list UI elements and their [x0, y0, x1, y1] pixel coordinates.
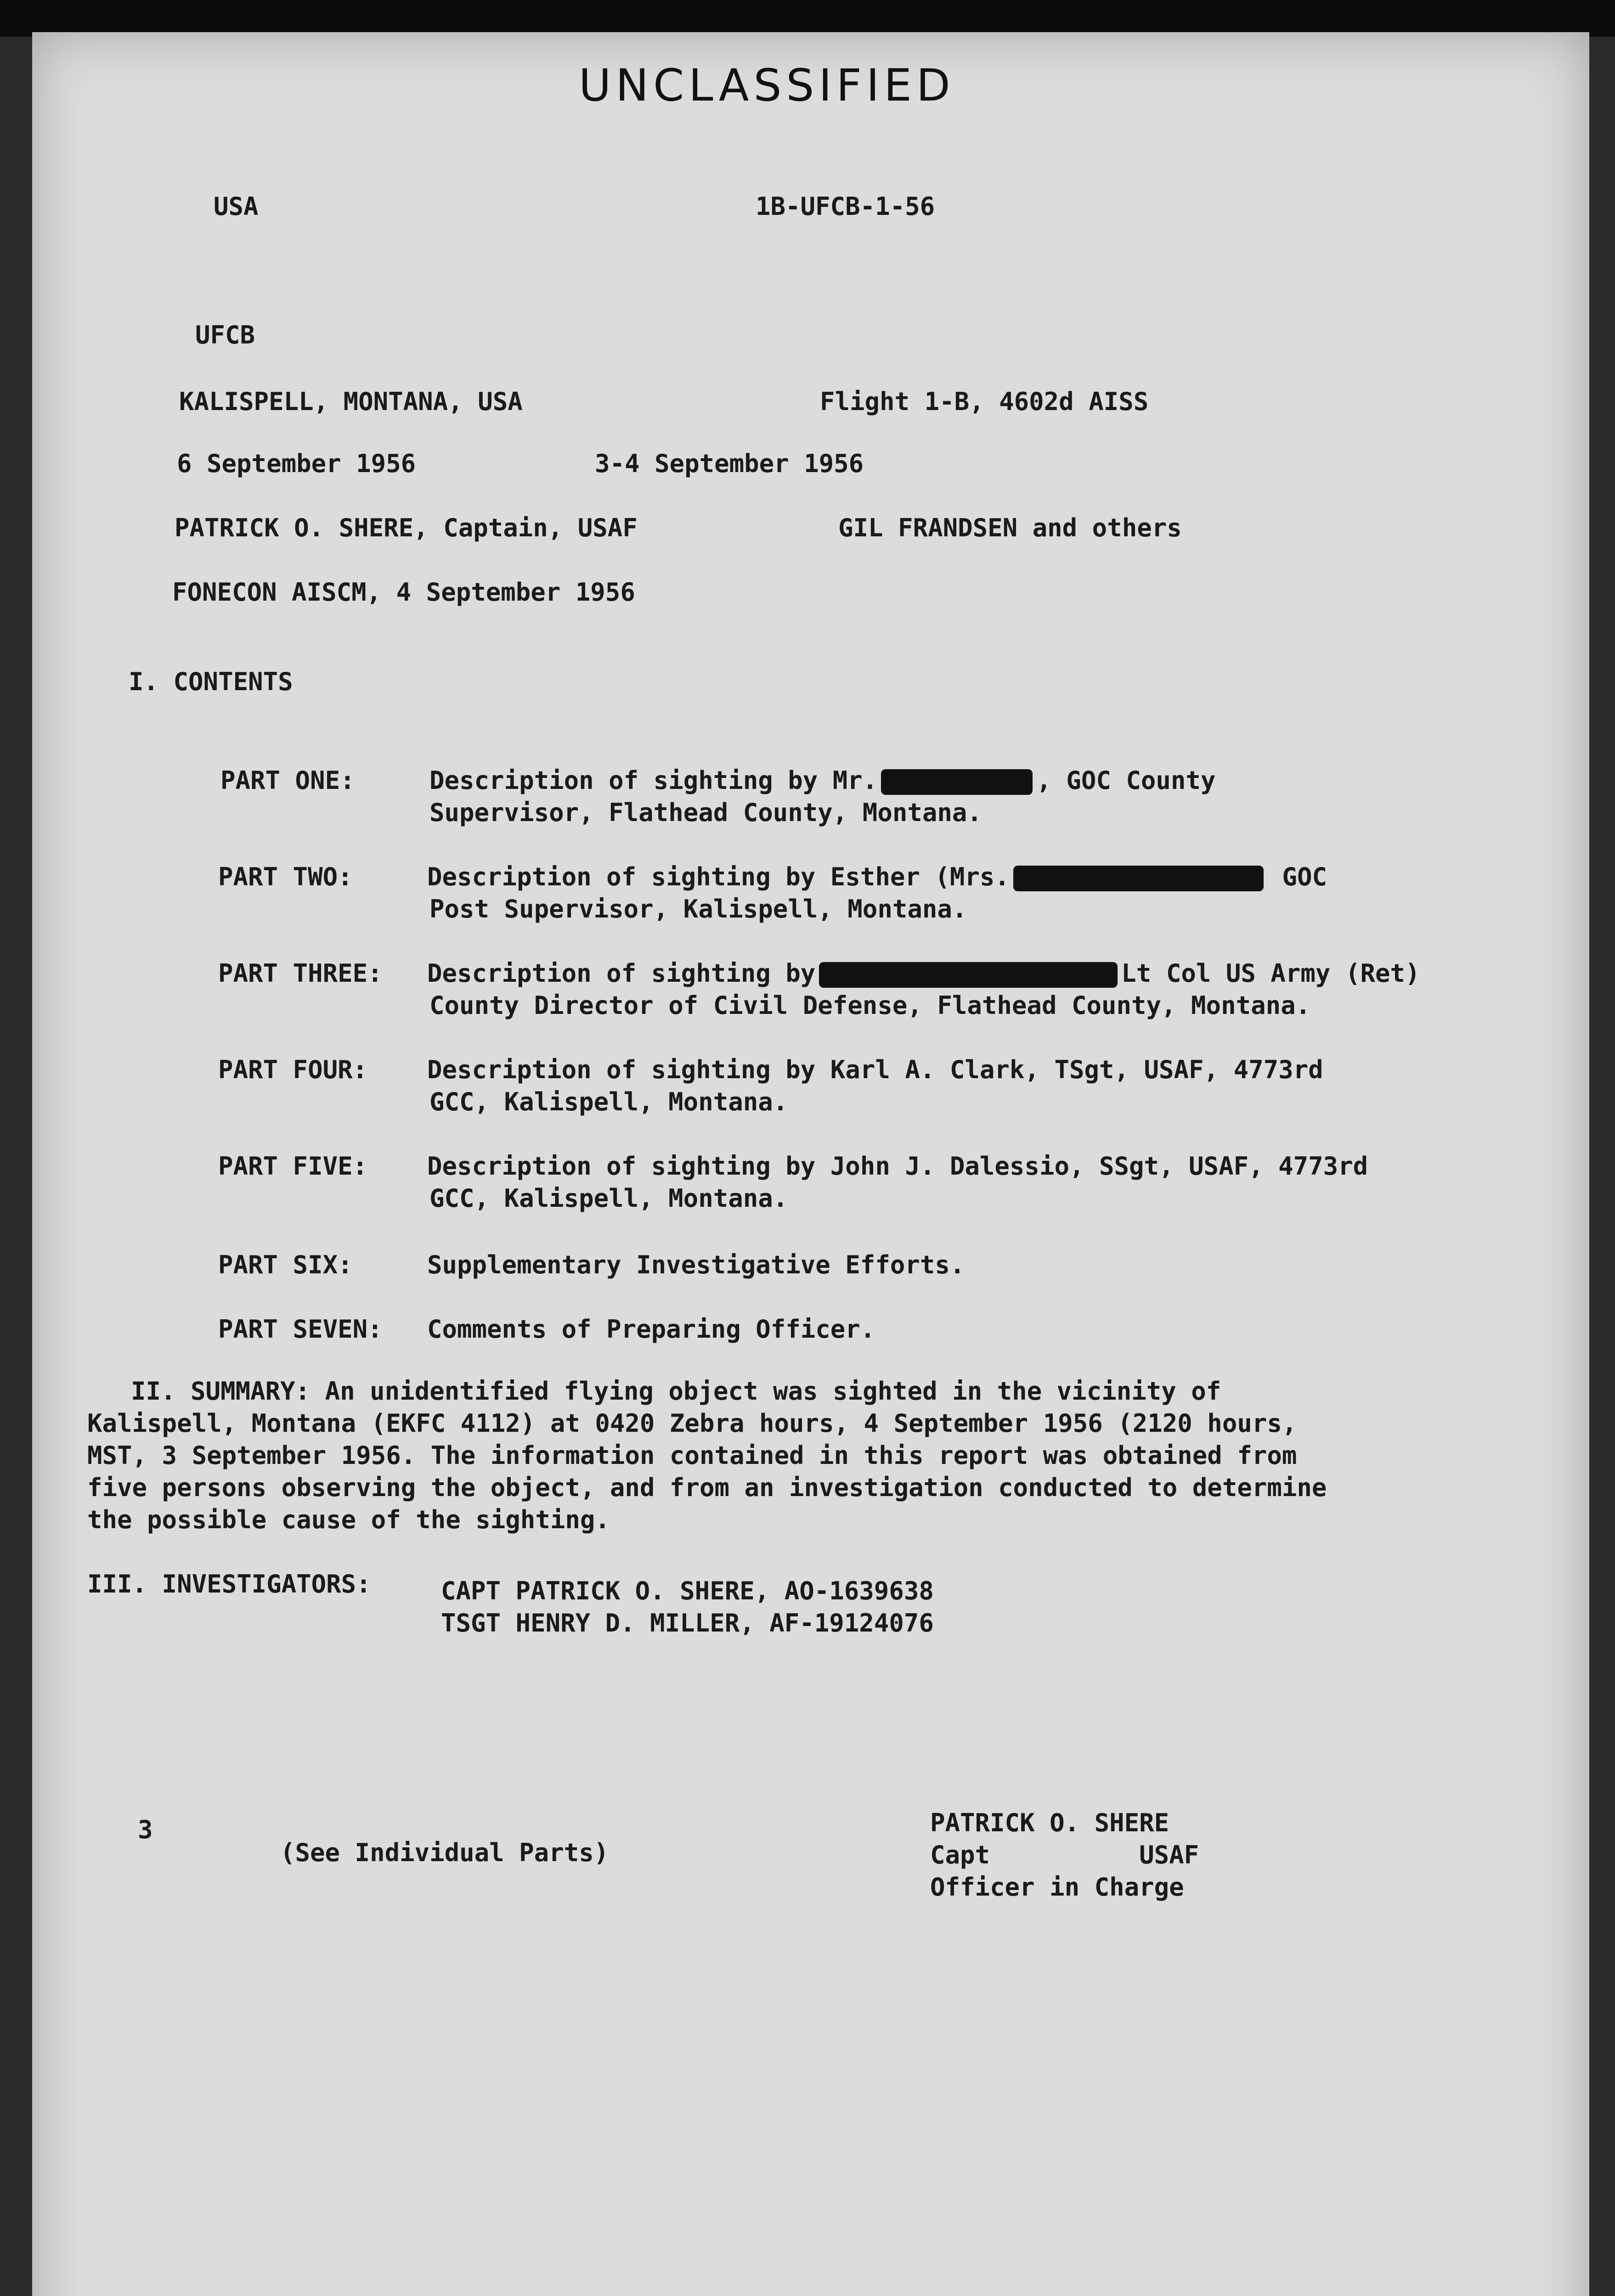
- signature-rank: Capt USAF: [930, 1840, 1199, 1869]
- part-text: GOC: [1267, 862, 1327, 891]
- part-text: Supervisor, Flathead County, Montana.: [429, 798, 982, 827]
- part-label: PART ONE:: [220, 766, 355, 795]
- scan-top-border: [0, 0, 1615, 37]
- header-source: GIL FRANDSEN and others: [838, 513, 1182, 542]
- page-mark: 3: [138, 1815, 153, 1844]
- redaction-bar: [819, 962, 1118, 988]
- signature-name: PATRICK O. SHERE: [930, 1808, 1169, 1837]
- header-reference: FONECON AISCM, 4 September 1956: [172, 578, 635, 607]
- redaction-bar: [1013, 866, 1264, 891]
- classification-stamp-top: UNCLASSIFIED: [579, 60, 955, 111]
- part-label: PART TWO:: [218, 862, 353, 891]
- see-individual-parts-note: (See Individual Parts): [280, 1838, 609, 1867]
- part-label: PART FIVE:: [218, 1152, 368, 1181]
- part-text: Description of sighting by Esther (Mrs.: [427, 862, 1010, 891]
- header-country: USA: [214, 192, 259, 221]
- redaction-bar: [881, 769, 1033, 795]
- part-text: GCC, Kalispell, Montana.: [429, 1087, 788, 1116]
- signature-title: Officer in Charge: [930, 1873, 1184, 1902]
- contents-part-six: [218, 1249, 965, 1281]
- header-place: KALISPELL, MONTANA, USA: [179, 387, 523, 416]
- part-text: Post Supervisor, Kalispell, Montana.: [429, 895, 967, 923]
- document-page: [32, 32, 1589, 2296]
- header-subject-code: UFCB: [195, 321, 255, 349]
- header-prepared-by: PATRICK O. SHERE, Captain, USAF: [175, 513, 638, 542]
- summary-line: the possible cause of the sighting.: [87, 1505, 610, 1534]
- contents-heading: I. CONTENTS: [129, 667, 293, 696]
- header-report-number: 1B-UFCB-1-56: [756, 192, 935, 221]
- investigator-name: TSGT HENRY D. MILLER, AF-19124076: [441, 1609, 934, 1638]
- part-label: PART THREE:: [218, 959, 383, 988]
- part-text: Description of sighting by Mr.: [429, 766, 878, 795]
- header-unit: Flight 1-B, 4602d AISS: [820, 387, 1149, 416]
- header-report-date: 6 September 1956: [177, 449, 416, 478]
- part-text: Description of sighting by John J. Dalessio, SSgt, USAF, 4773rd: [427, 1152, 1368, 1181]
- summary-line: II. SUMMARY: An unidentified flying object was sighted in the vicinity of: [131, 1377, 1221, 1406]
- summary-line: Kalispell, Montana (EKFC 4112) at 0420 Zebra hours, 4 September 1956 (2120 hours,: [87, 1409, 1297, 1438]
- part-text: Lt Col US Army (Ret): [1121, 959, 1420, 988]
- header-info-date: 3-4 September 1956: [595, 449, 864, 478]
- part-text: , GOC County: [1036, 766, 1216, 795]
- part-text: GCC, Kalispell, Montana.: [429, 1184, 788, 1213]
- part-text: County Director of Civil Defense, Flathead County, Montana.: [429, 991, 1311, 1020]
- part-label: PART SIX:: [218, 1250, 353, 1279]
- summary-line: five persons observing the object, and from an investigation conducted to determine: [87, 1473, 1327, 1502]
- investigator-name: CAPT PATRICK O. SHERE, AO-1639638: [441, 1576, 934, 1605]
- part-text: Description of sighting by Karl A. Clark, TSgt, USAF, 4773rd: [427, 1055, 1323, 1084]
- part-text: Supplementary Investigative Efforts.: [427, 1250, 965, 1279]
- investigators-label: III. INVESTIGATORS:: [87, 1570, 371, 1598]
- contents-part-seven: [218, 1313, 875, 1345]
- part-text: Description of sighting by: [427, 959, 816, 988]
- part-label: PART SEVEN:: [218, 1315, 383, 1344]
- part-text: Comments of Preparing Officer.: [427, 1315, 875, 1344]
- summary-line: MST, 3 September 1956. The information contained in this report was obtained from: [87, 1441, 1297, 1470]
- part-label: PART FOUR:: [218, 1055, 368, 1084]
